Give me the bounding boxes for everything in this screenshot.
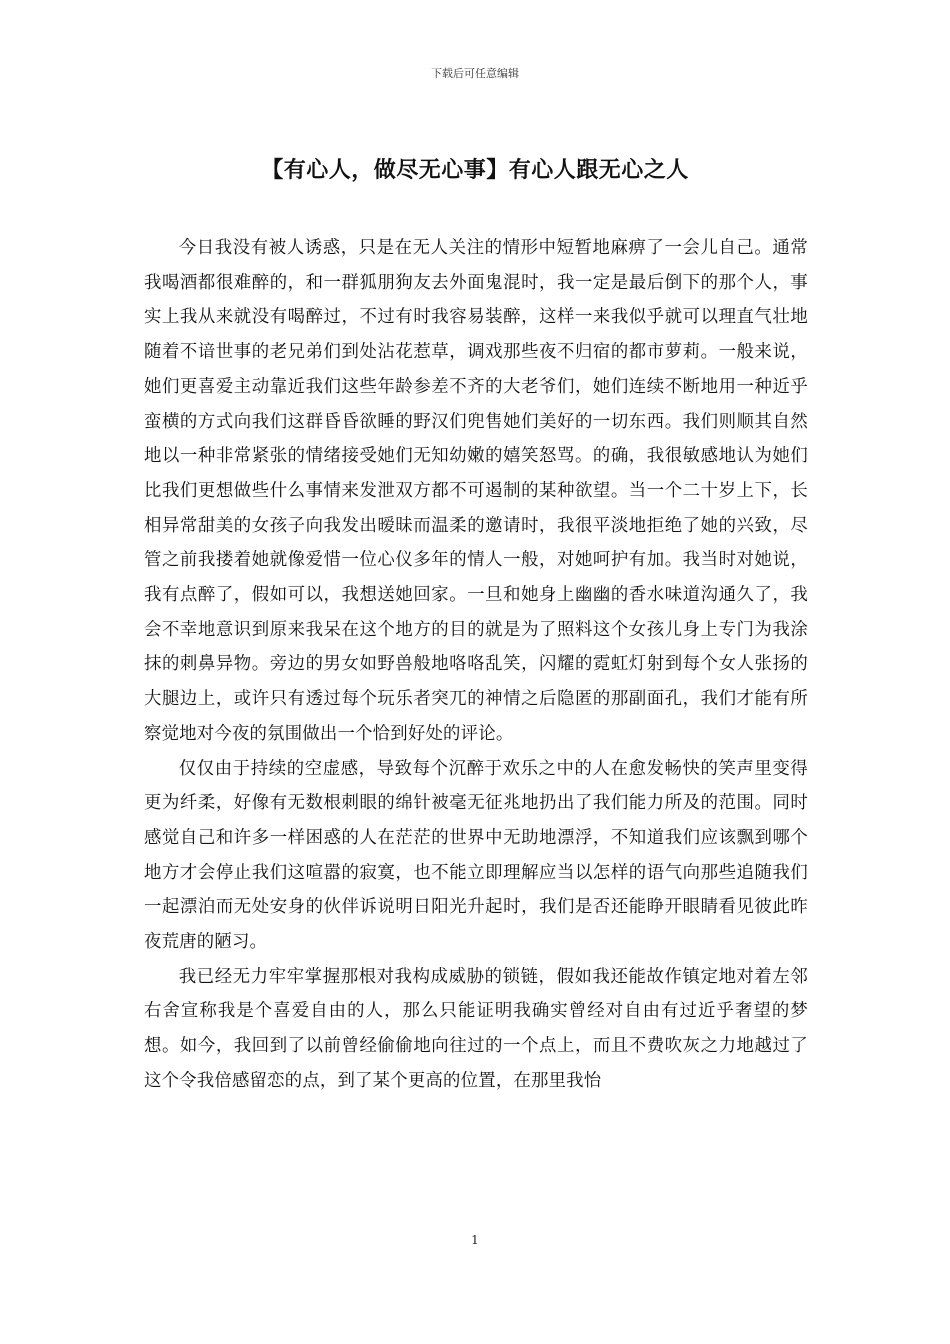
document-title: 【有心人，做尽无心事】有心人跟无心之人 bbox=[261, 157, 689, 183]
document-body bbox=[144, 231, 808, 1099]
page-number: 1 bbox=[471, 1233, 479, 1247]
page-header: 下载后可任意编辑 bbox=[431, 67, 519, 80]
paragraph-1: 今日我没有被人诱惑，只是在无人关注的情形中短暂地麻痹了一会儿自己。通常我喝酒都很难醉的，和一群狐朋狗友去外面鬼混时，我一定是最后倒下的那个人，事实上我从来就没有喝醉过，不过有时我容易装醉，这样一来我似乎就可以理直气壮地随着不谙世事的老兄弟们到处沾花惹草，调戏那些夜不归宿的都市萝莉。一般来说，她们更喜爱主动靠近我们这些年龄参差不齐的大老爷们，她们连续不断地用一种近乎蛮横的方式向我们这群昏昏欲睡的野汉们兜售她们美好的一切东西。我们则顺其自然地以一种非常紧张的情绪接受她们无知幼嫩的嬉笑怒骂。的确，我很敏感地认为她们比我们更想做些什么事情来发泄双方都不可遏制的某种欲望。当一个二十岁上下，长相异常甜美的女孩子向我发出暧昧而温柔的邀请时，我很平淡地拒绝了她的兴致，尽管之前我搂着她就像爱惜一位心仪多年的情人一般，对她呵护有加。我当时对她说，我有点醉了，假如可以，我想送她回家。一旦和她身上幽幽的香水味道沟通久了，我会不幸地意识到原来我呆在这个地方的目的就是为了照料这个女孩儿身上专门为我涂抹的刺鼻异物。旁边的男女如野兽般地咯咯乱笑，闪耀的霓虹灯射到每个女人张扬的大腿边上，或许只有透过每个玩乐者突兀的神情之后隐匿的那副面孔，我们才能有所察觉地对今夜的氛围做出一个恰到好处的评论。 bbox=[144, 238, 808, 744]
paragraph-2: 仅仅由于持续的空虚感，导致每个沉醉于欢乐之中的人在愈发畅快的笑声里变得更为纤柔，好像有无数根刺眼的绵针被毫无征兆地扔出了我们能力所及的范围。同时感觉自己和许多一样困惑的人在茫茫的世界中无助地漂浮，不知道我们应该飘到哪个地方才会停止我们这喧嚣的寂寞，也不能立即理解应当以怎样的语气向那些追随我们一起漂泊而无处安身的伙伴诉说明日阳光升起时，我们是否还能睁开眼睛看见彼此昨夜荒唐的陋习。 bbox=[144, 758, 808, 953]
paragraph-3: 我已经无力牢牢掌握那根对我构成威胁的锁链，假如我还能故作镇定地对着左邻右舍宣称我是个喜爱自由的人，那么只能证明我确实曾经对自由有过近乎奢望的梦想。如今，我回到了以前曾经偷偷地向往过的一个点上，而且不费吹灰之力地越过了这个令我倍感留恋的点，到了某个更高的位置，在那里我怡 bbox=[144, 966, 808, 1091]
